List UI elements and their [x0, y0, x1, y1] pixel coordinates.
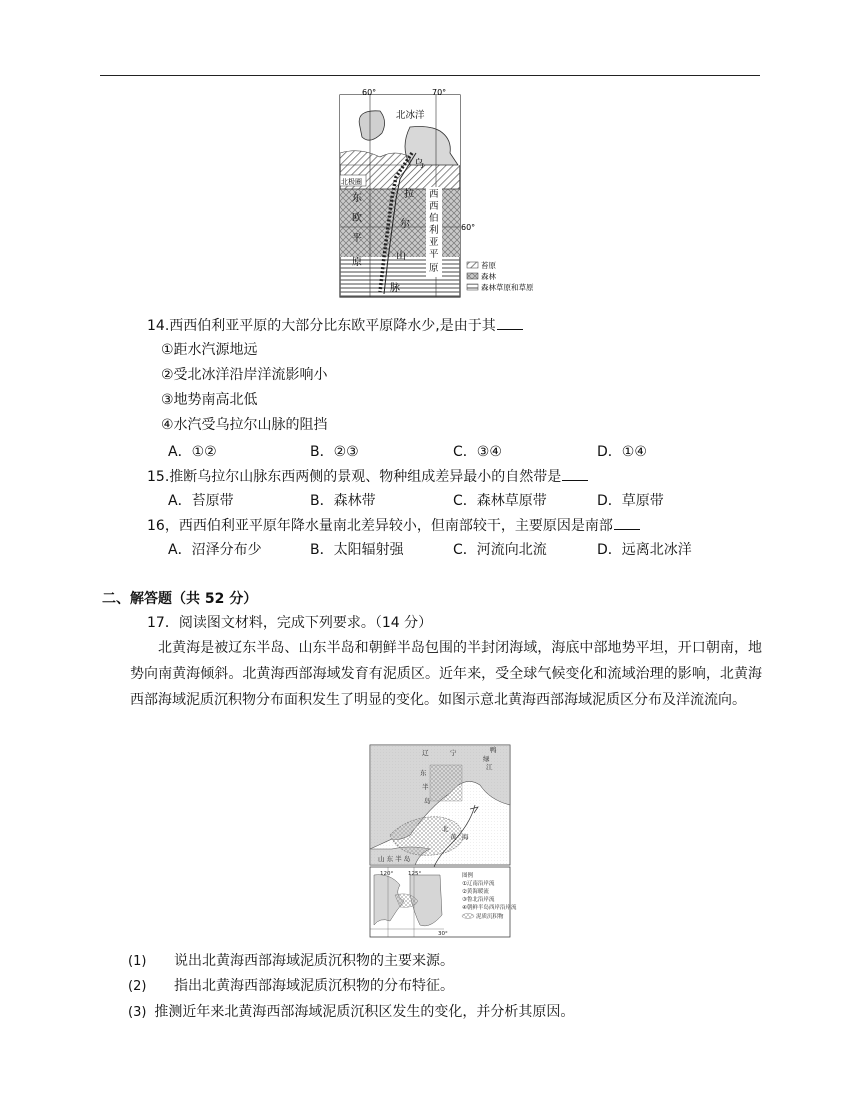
map2-legend-item: 泥质沉积物	[476, 914, 504, 920]
map2-lat-30: 30°	[438, 931, 448, 937]
map2-legend-item: ③鲁北沿岸流	[462, 897, 495, 903]
map2-legend-item: ①辽南沿岸流	[462, 881, 495, 887]
q17-intro: 17．阅读图文材料，完成下列要求。（14 分）	[147, 615, 433, 631]
east-plain-char: 东	[352, 193, 362, 204]
q15-option-c: C．森林草原带	[453, 493, 547, 509]
answer-blank	[497, 315, 523, 330]
q14-item: ③地势南高北低	[161, 392, 258, 408]
arctic-circle-label: 北极圈	[341, 178, 362, 186]
map2-label-dong: 东	[420, 769, 427, 777]
west-plain-char: 西	[429, 189, 439, 200]
map2-label-lv: 绿	[483, 755, 490, 763]
q14-item: ④水汽受乌拉尔山脉的阻挡	[161, 417, 328, 433]
q14-item: ②受北冰洋沿岸洋流影响小	[161, 367, 328, 383]
west-plain-char: 亚	[429, 237, 439, 248]
q15-stem	[147, 466, 588, 487]
east-plain-char: 原	[352, 257, 362, 268]
lat-60-label: 60°	[461, 223, 476, 232]
q17-sub-2-num: (2)	[128, 979, 147, 994]
east-plain-char: 平	[352, 233, 362, 244]
map2-sea-bei: 北	[442, 825, 449, 833]
map2-label-ban: 半	[422, 783, 429, 791]
q14-option-c: C．③④	[453, 444, 502, 460]
q17-sub-3	[128, 1002, 574, 1023]
map2-lon-125: 125°	[408, 871, 422, 877]
q17-sub-3-text: 推测近年来北黄海西部海域泥质沉积区发生的变化，并分析其原因。	[154, 1004, 575, 1020]
ural-char: 乌	[414, 159, 424, 170]
ocean-label: 北冰洋	[396, 110, 425, 121]
q14-stem-text: 14.西西伯利亚平原的大部分比东欧平原降水少,是由于其	[147, 318, 496, 334]
q17-sub-2	[128, 976, 454, 997]
q15-stem-text: 15.推断乌拉尔山脉东西两侧的景观、物种组成差异最小的自然带是	[147, 469, 562, 485]
ural-char: 拉	[404, 189, 414, 200]
ural-char: 山	[396, 251, 406, 262]
ural-char: 尔	[400, 219, 410, 230]
legend-steppe: 森林草原和草原	[481, 283, 534, 292]
q17-sub-1-text: 说出北黄海西部海域泥质沉积物的主要来源。	[174, 953, 454, 969]
map2-legend-title: 图例	[462, 873, 474, 879]
west-plain-char: 西	[429, 201, 439, 212]
map2-sea-hai: 海	[462, 833, 469, 841]
q15-option-d: D．草原带	[597, 493, 664, 509]
map2-lon-120: 120°	[380, 871, 394, 877]
map2-sea-huang: 黄	[450, 833, 457, 841]
west-plain-char: 伯	[429, 213, 439, 224]
q16-stem-text: 16，西西伯利亚平原年降水量南北差异较小，但南部较干，主要原因是南部	[147, 518, 613, 534]
west-plain-char: 平	[429, 249, 439, 260]
map2-shandong-label: 山 东 半 岛	[378, 855, 411, 863]
map2-label-ya: 鸭	[490, 746, 497, 754]
q17-paragraph: 北黄海是被辽东半岛、山东半岛和朝鲜半岛包围的半封闭海域，海底中部地势平坦，开口朝南，地势向南黄海倾斜。北黄海西部海域发育有泥质区。近年来，受全球气候变化和流域治理的影响，北黄海西部海域泥质沉积物分布面积发生了明显的变化。如图示意北黄海西部海域泥质区分布及洋流流向。	[130, 640, 762, 708]
q14-option-b: B．②③	[310, 444, 359, 460]
q16-option-a: A．沼泽分布少	[168, 542, 262, 558]
map2-legend-item: ④朝鲜半岛西岸沿岸流	[462, 905, 517, 911]
legend-tundra: 苔原	[481, 261, 496, 270]
q14-option-d: D．①④	[597, 444, 647, 460]
ural-vegetation-map	[340, 87, 560, 299]
map2-label-jiang: 江	[486, 763, 493, 771]
answer-blank	[562, 466, 588, 481]
header-rule	[100, 75, 760, 76]
q17-sub-2-text: 指出北黄海西部海域泥质沉积物的分布特征。	[174, 978, 454, 994]
map2-label-dao: 岛	[424, 797, 431, 805]
north-yellow-sea-map	[370, 745, 517, 938]
q15-option-a: A．苔原带	[168, 493, 234, 509]
east-plain-char: 欧	[352, 213, 362, 224]
map2-legend-item: ②黄海暖流	[462, 889, 489, 895]
west-plain-char: 利	[429, 225, 439, 236]
section-2-heading: 二、解答题（共 52 分）	[102, 591, 258, 607]
q14-item: ①距水汽源地远	[161, 342, 258, 358]
lon-60-label: 60°	[362, 88, 377, 97]
q17-sub-1-num: (1)	[128, 954, 147, 969]
q16-option-b: B．太阳辐射强	[310, 542, 404, 558]
map2-label-liao: 辽	[422, 749, 429, 757]
q17-sub-3-num: (3)	[128, 1005, 147, 1020]
q15-option-b: B．森林带	[310, 493, 376, 509]
q14-option-a: A．①②	[168, 444, 217, 460]
q16-stem	[147, 515, 640, 536]
lon-70-label: 70°	[432, 88, 447, 97]
legend-forest: 森林	[481, 272, 496, 281]
q16-option-c: C．河流向北流	[453, 542, 547, 558]
ural-char: 脉	[390, 283, 400, 294]
west-plain-char: 原	[429, 263, 439, 274]
q16-option-d: D．远离北冰洋	[597, 542, 692, 558]
q14-stem	[147, 315, 523, 336]
map2-label-ning: 宁	[450, 749, 457, 757]
q17-sub-1	[128, 951, 454, 972]
answer-blank	[614, 515, 640, 530]
